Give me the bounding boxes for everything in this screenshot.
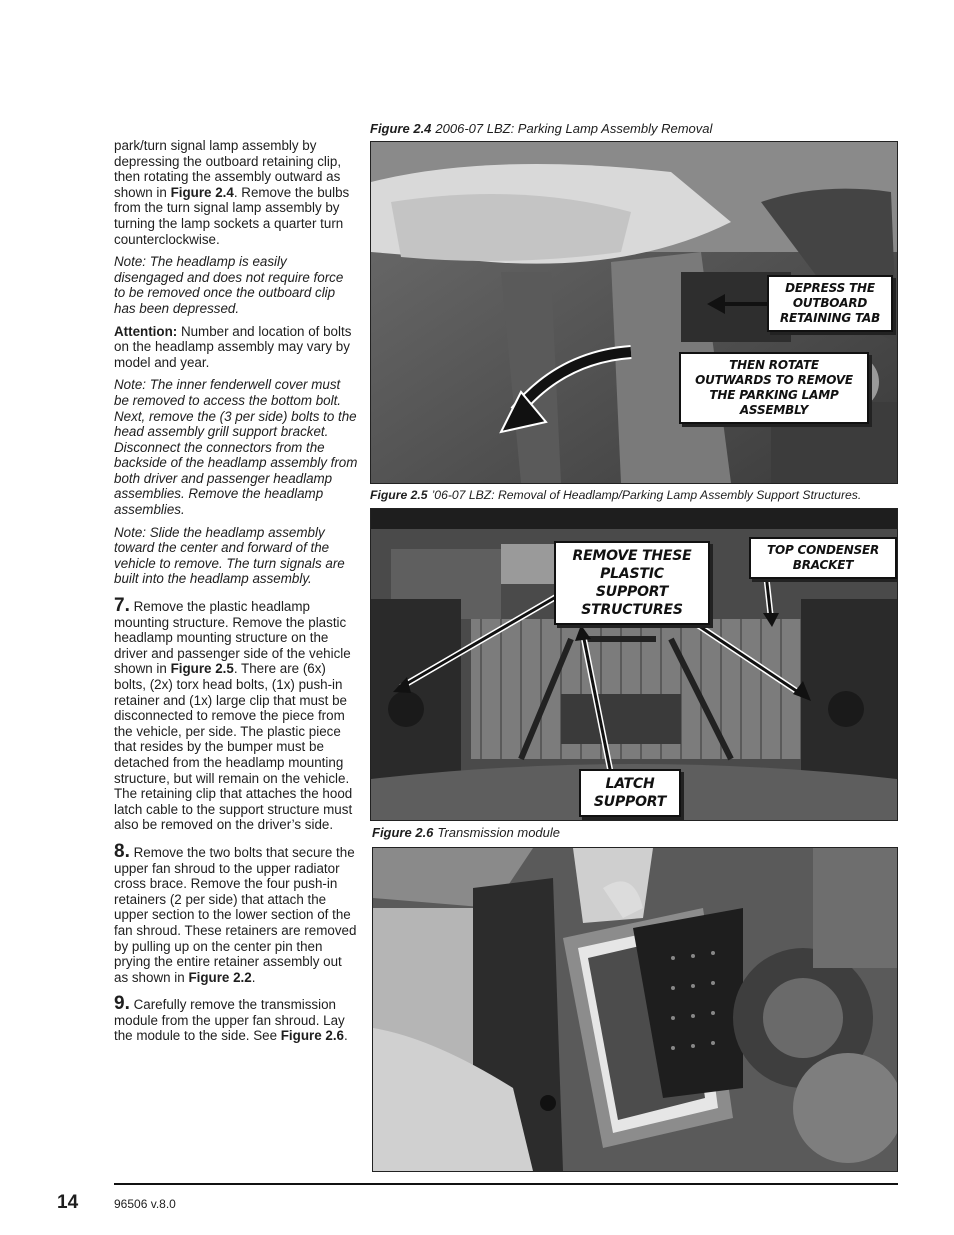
figure-label: Figure 2.6 [372,825,434,840]
figure-2-4-caption [370,121,712,136]
callout-latch-support: LATCH SUPPORT [579,769,681,817]
callout-condenser-bracket: TOP CONDENSER BRACKET [749,537,897,579]
step-8 [114,840,358,985]
figure-caption-text: ’06-07 LBZ: Removal of Headlamp/Parking Lamp Assembly Support Structures. [431,488,862,502]
figure-2-6-photo [372,847,898,1172]
transmission-module-photo [373,848,897,1171]
figure-caption-text: 2006-07 LBZ: Parking Lamp Assembly Removal [435,121,713,136]
paragraph-text: park/turn signal lamp assembly by depressing the outboard retaining clip, then rotating the assembly outward as shown in [114,138,342,200]
document-version: 96506 v.8.0 [114,1197,176,1211]
figure-2-5-photo [370,508,898,821]
step-number: 8. [114,840,130,862]
step-9 [114,993,358,1044]
callout-rotate-outwards: THEN ROTATE OUTWARDS TO REMOVE THE PARKING LAMP ASSEMBLY [679,352,869,424]
attention-text: Number and location of bolts on the headlamp assembly may vary by model and year. [114,323,352,370]
figure-reference: Figure 2.2 [188,969,252,985]
step-text: Carefully remove the transmission module from the upper fan shroud. Lay the module to the side. See [114,997,345,1044]
page-number: 14 [57,1192,79,1213]
left-text-column [114,138,358,1051]
note-slide-headlamp: Note: Slide the headlamp assembly toward the center and forward of the vehicle to remove. The turn signals are built into the headlamp assembly. [114,524,345,587]
figure-label: Figure 2.4 [370,121,432,136]
step-text: . There are (6x) bolts, (2x) torx head bolts, (1x) push-in retainer and (1x) large clip that must be disconnected to remove the piece from the vehicle, per side. The plastic piece that resides by the bumper must be detached from the headlamp mounting structure, but will remain on the vehicle. The retaining clip that attaches the hood latch cable to the support structure must also be removed on the driver’s side. [114,661,353,833]
figure-2-4-photo [370,141,898,484]
figure-reference: Figure 2.6 [280,1028,345,1044]
step-text: Remove the plastic headlamp mounting structure. Remove the plastic headlamp mounting structure on the driver and passenger side of the vehicle shown in [114,599,351,677]
paragraph-text: . Remove the bulbs from the turn signal lamp assembly by turning the lamp sockets a quarter turn counterclockwise. [114,184,350,247]
step-text: . [344,1028,348,1044]
figure-label: Figure 2.5 [370,488,428,502]
footer-rule [114,1183,898,1185]
step-text: . [251,969,256,985]
step-number: 9. [114,993,130,1015]
callout-remove-structures: REMOVE THESE PLASTIC SUPPORT STRUCTURES [554,541,710,625]
figure-reference: Figure 2.4 [170,184,234,200]
note-headlamp-disengage: Note: The headlamp is easily disengaged and does not require force to be removed once the outboard clip has been depressed. [114,254,344,316]
figure-reference: Figure 2.5 [170,661,234,677]
callout-depress-tab: DEPRESS THE OUTBOARD RETAINING TAB [767,275,893,332]
step-7 [114,595,358,833]
figure-caption-text: Transmission module [437,825,561,840]
figure-2-5-caption [370,488,861,502]
figure-2-6-caption [372,825,560,840]
step-text: Remove the two bolts that secure the upper fan shroud to the upper radiator cross brace. Remove the four push-in retainers (2 per side) that attach the upper section to the lower section of the fan shroud. These retainers are removed by pulling up on the center pin then prying the entire retainer assembly out as shown in [114,844,357,985]
attention-paragraph [114,324,358,371]
paragraph-parking-lamp [114,138,358,247]
attention-label: Attention: [114,323,178,339]
step-number: 7. [114,595,130,617]
note-fenderwell: Note: The inner fenderwell cover must be removed to access the bottom bolt. Next, remove the (3 per side) bolts to the head assembly grill support bracket. Disconnect the connectors from the backside of the headlamp assembly from both driver and passenger headlamp assemblies. Remove the headlamp assemblies. [114,377,358,518]
